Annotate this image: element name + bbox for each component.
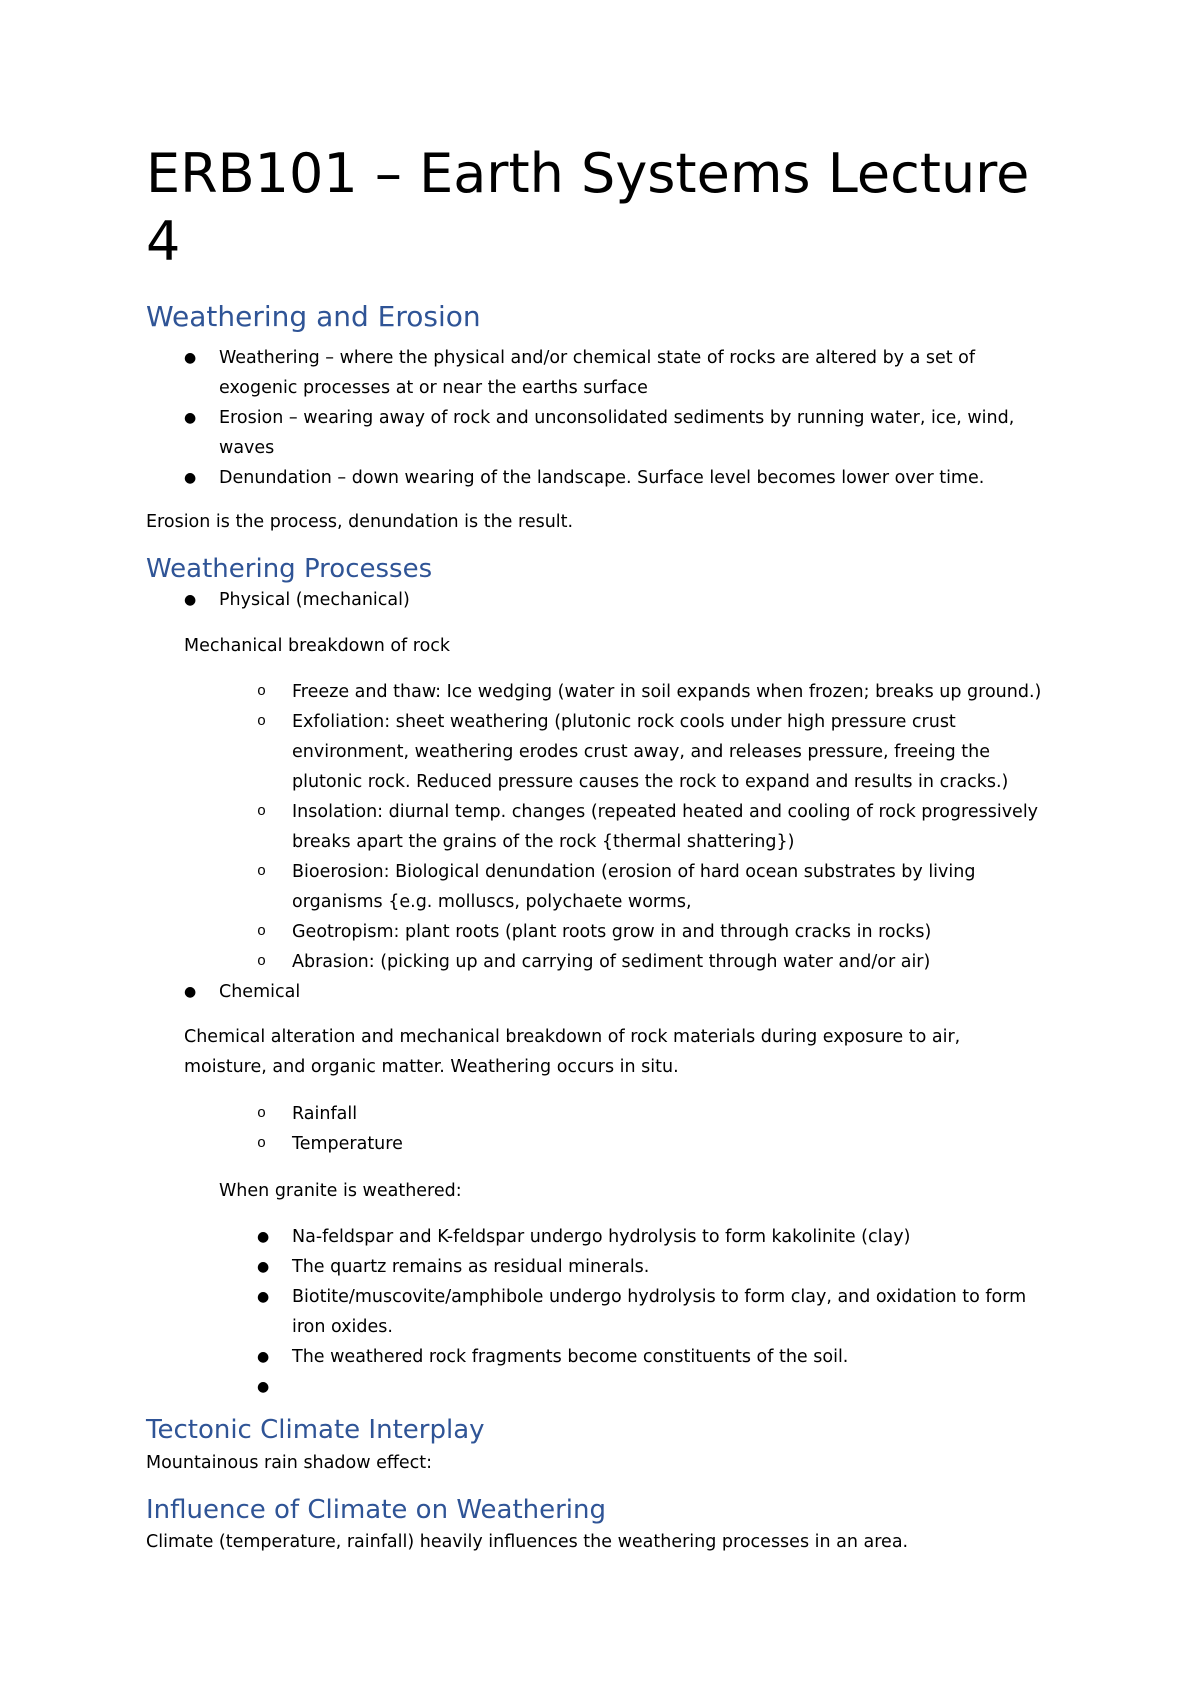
sub-list-item-continued: breaks apart the grains of the rock {thermal shattering}) [292, 832, 795, 852]
sub-list-item-continued: plutonic rock. Reduced pressure causes the rock to expand and results in cracks.) [292, 772, 1009, 792]
circle-bullet-icon: o [257, 953, 267, 970]
sub-list-item: Insolation: diurnal temp. changes (repeated heated and cooling of rock progressively [292, 802, 1039, 822]
bullet-icon: ● [257, 1289, 270, 1305]
heading-weathering-erosion: Weathering and Erosion [146, 300, 481, 333]
paragraph: Mechanical breakdown of rock [184, 636, 451, 656]
paragraph: Mountainous rain shadow effect: [146, 1453, 433, 1473]
sub-list-item: Rainfall [292, 1104, 358, 1124]
bullet-icon: ● [257, 1379, 270, 1395]
paragraph: Erosion is the process, denundation is the result. [146, 512, 574, 532]
circle-bullet-icon: o [257, 683, 267, 700]
sub-list-item: Bioerosion: Biological denundation (erosion of hard ocean substrates by living [292, 862, 976, 882]
bullet-icon: ● [184, 410, 197, 426]
circle-bullet-icon: o [257, 803, 267, 820]
list-item: Na-feldspar and K-feldspar undergo hydrolysis to form kakolinite (clay) [292, 1227, 911, 1247]
list-item: Denundation – down wearing of the landscape. Surface level becomes lower over time. [219, 468, 985, 488]
bullet-icon: ● [184, 470, 197, 486]
bullet-icon: ● [257, 1229, 270, 1245]
list-item: Physical (mechanical) [219, 590, 410, 610]
bullet-icon: ● [257, 1259, 270, 1275]
bullet-icon: ● [184, 350, 197, 366]
paragraph: When granite is weathered: [219, 1181, 462, 1201]
list-item: Weathering – where the physical and/or chemical state of rocks are altered by a set of [219, 348, 976, 368]
list-item-continued: waves [219, 438, 275, 458]
document-title: ERB101 – Earth Systems Lecture 4 [146, 142, 1030, 273]
sub-list-item: Abrasion: (picking up and carrying of sediment through water and/or air) [292, 952, 931, 972]
sub-list-item-continued: organisms {e.g. molluscs, polychaete worms, [292, 892, 692, 912]
list-item: Biotite/muscovite/amphibole undergo hydrolysis to form clay, and oxidation to form [292, 1287, 1027, 1307]
heading-tectonic-climate: Tectonic Climate Interplay [146, 1415, 485, 1445]
list-item: The quartz remains as residual minerals. [292, 1257, 650, 1277]
paragraph: Climate (temperature, rainfall) heavily influences the weathering processes in an area. [146, 1532, 909, 1552]
list-item-continued: exogenic processes at or near the earths surface [219, 378, 648, 398]
sub-list-item: Exfoliation: sheet weathering (plutonic rock cools under high pressure crust [292, 712, 956, 732]
circle-bullet-icon: o [257, 1135, 267, 1152]
bullet-icon: ● [184, 984, 197, 1000]
paragraph: Chemical alteration and mechanical breakdown of rock materials during exposure to air, [184, 1027, 961, 1047]
circle-bullet-icon: o [257, 863, 267, 880]
circle-bullet-icon: o [257, 1105, 267, 1122]
circle-bullet-icon: o [257, 713, 267, 730]
heading-climate-influence: Influence of Climate on Weathering [146, 1495, 607, 1525]
list-item-continued: iron oxides. [292, 1317, 393, 1337]
heading-weathering-processes: Weathering Processes [146, 554, 433, 584]
list-item: Chemical [219, 982, 301, 1002]
list-item: The weathered rock fragments become constituents of the soil. [292, 1347, 849, 1367]
list-item: Erosion – wearing away of rock and unconsolidated sediments by running water, ice, wind, [219, 408, 1015, 428]
bullet-icon: ● [184, 592, 197, 608]
paragraph-continued: moisture, and organic matter. Weathering occurs in situ. [184, 1057, 679, 1077]
circle-bullet-icon: o [257, 923, 267, 940]
sub-list-item: Geotropism: plant roots (plant roots grow in and through cracks in rocks) [292, 922, 932, 942]
sub-list-item: Temperature [292, 1134, 403, 1154]
bullet-icon: ● [257, 1349, 270, 1365]
sub-list-item-continued: environment, weathering erodes crust away, and releases pressure, freeing the [292, 742, 990, 762]
sub-list-item: Freeze and thaw: Ice wedging (water in soil expands when frozen; breaks up ground.) [292, 682, 1042, 702]
